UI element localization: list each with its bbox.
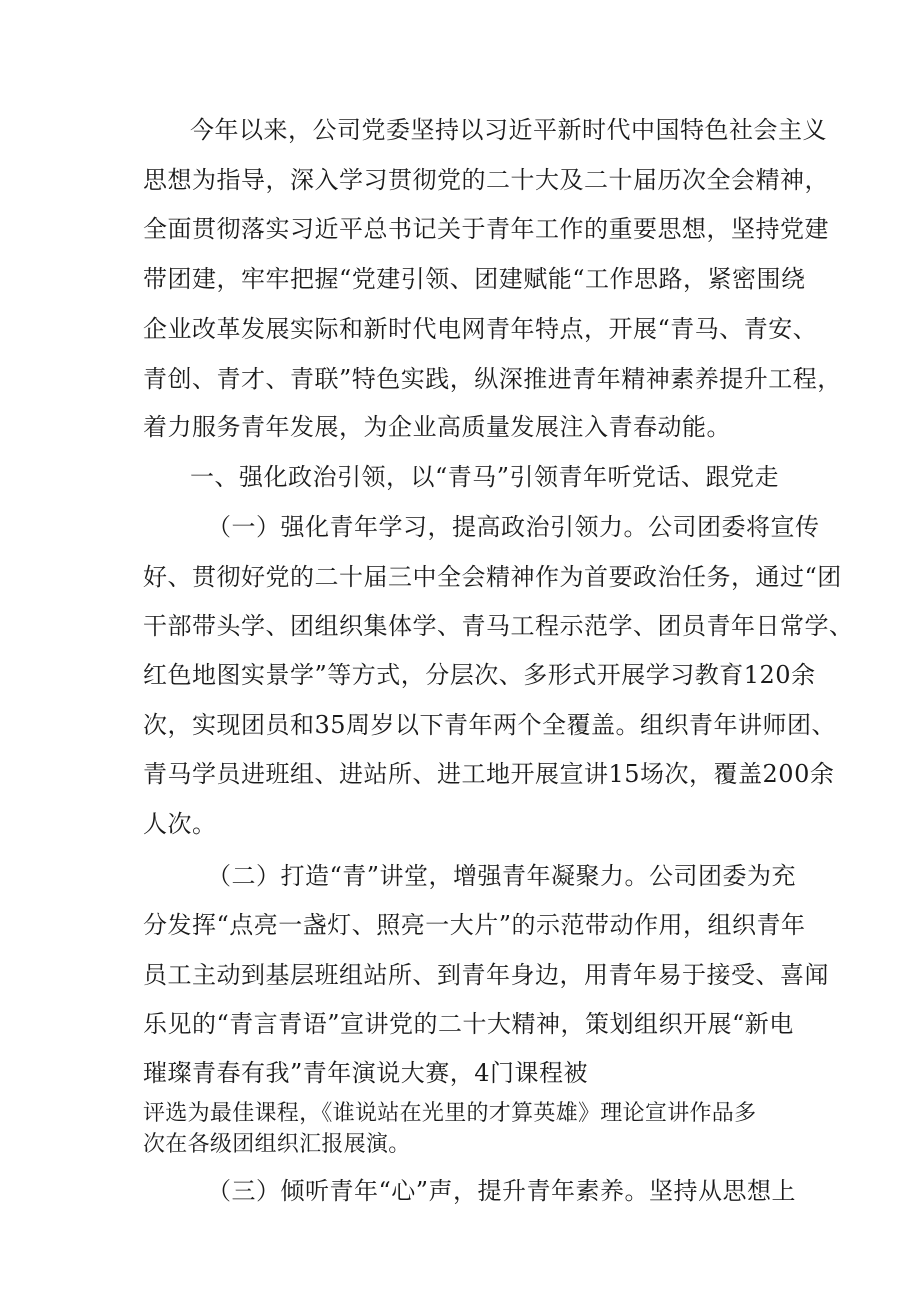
paragraph-intro-line-2: 思想为指导，深入学习贯彻党的二十大及二十届历次全会精神， [143,166,829,194]
paragraph-intro-line-5: 企业改革发展实际和新时代电网青年特点，开展“青马、青安、 [143,315,818,343]
paragraph-2-line-4: 乐见的“青言青语”宣讲党的二十大精神，策划组织开展“新电 [143,1010,794,1038]
paragraph-1-line-6: 青马学员进班组、进站所、进工地开展宣讲15场次，覆盖200余 [143,760,835,788]
paragraph-intro-line-4: 带团建，牢牢把握“党建引领、团建赋能“工作思路，紧密围绕 [143,265,806,293]
paragraph-1-line-5: 次，实现团员和35周岁以下青年两个全覆盖。组织青年讲师团、 [143,711,837,739]
paragraph-2-line-3: 员工主动到基层班组站所、到青年身边，用青年易于接受、喜闻 [143,961,829,989]
paragraph-2-line-7: 次在各级团组织汇报展演。 [143,1132,411,1157]
paragraph-intro-line-7: 着力服务青年发展，为企业高质量发展注入青春动能。 [143,413,731,441]
paragraph-2-line-1: （二）打造“青”讲堂，增强青年凝聚力。公司团委为充 [207,862,797,890]
paragraph-2-line-6: 评选为最佳课程，《谁说站在光里的才算英雄》理论宣讲作品多 [143,1101,757,1126]
section-heading-1: 一、强化政治引领，以“青马”引领青年听党话、跟党走 [190,463,780,491]
paragraph-1-line-1: （一）强化青年学习，提高政治引领力。公司团委将宣传 [207,513,820,541]
paragraph-1-line-4: 红色地图实景学”等方式，分层次、多形式开展学习教育120余 [143,661,816,689]
paragraph-intro-line-3: 全面贯彻落实习近平总书记关于青年工作的重要思想，坚持党建 [143,215,829,243]
paragraph-intro-line-1: 今年以来，公司党委坚持以习近平新时代中国特色社会主义 [190,116,827,144]
paragraph-1-line-3: 干部带头学、团组织集体学、青马工程示范学、团员青年日常学、 [143,612,854,640]
paragraph-1-line-7: 人次。 [143,810,217,838]
paragraph-2-line-2: 分发挥“点亮一盏灯、照亮一大片”的示范带动作用，组织青年 [143,911,806,939]
paragraph-intro-line-6: 青创、青才、青联”特色实践，纵深推进青年精神素养提升工程， [143,365,842,393]
paragraph-3-line-1: （三）倾听青年“心”声，提升青年素养。坚持从思想上 [207,1177,797,1205]
paragraph-1-line-2: 好、贯彻好党的二十届三中全会精神作为首要政治任务，通过“团 [143,563,842,591]
paragraph-2-line-5: 璀璨青春有我”青年演说大赛，4门课程被 [143,1059,589,1087]
